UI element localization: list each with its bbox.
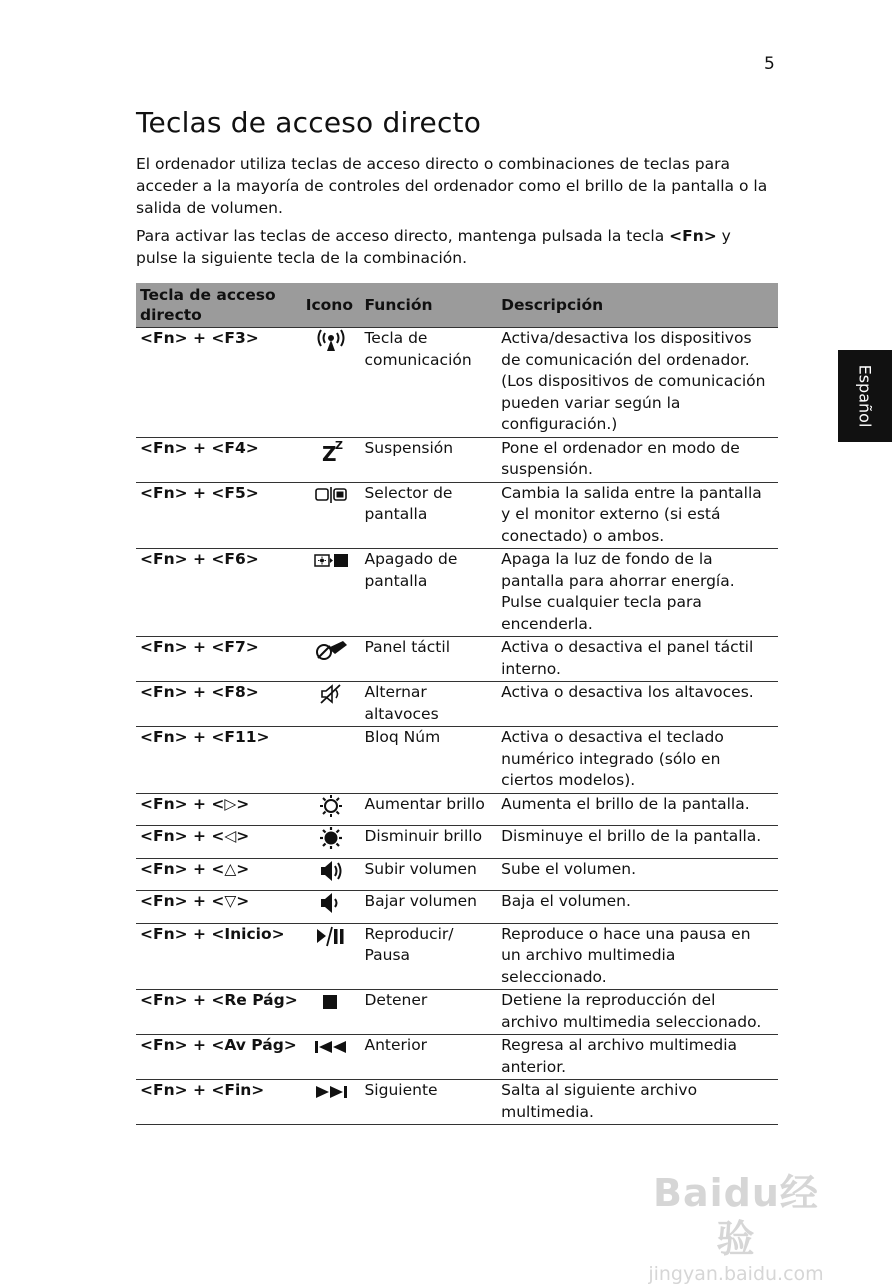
next-track-icon [313,1080,349,1104]
table-row [136,1035,778,1080]
function-cell: Apagado de pantalla [360,549,497,637]
header-function: Función [360,283,497,328]
hotkey-cell: <Fn> + <◁> [136,826,302,859]
icon-cell [302,1035,361,1080]
description-cell: Pone el ordenador en modo de suspensión. [497,437,778,482]
icon-cell [302,858,361,891]
display-switch-icon [313,483,349,507]
hotkey-cell: <Fn> + <F3> [136,328,302,438]
table-row [136,682,778,727]
description-cell: Reproduce o hace una pausa en un archivo multimedia seleccionado. [497,923,778,990]
hotkey-cell: <Fn> + <F5> [136,482,302,549]
wireless-icon [313,328,349,352]
hotkey-cell: <Fn> + <F6> [136,549,302,637]
hotkey-cell: <Fn> + <F8> [136,682,302,727]
hotkey-cell: <Fn> + <F7> [136,637,302,682]
hotkey-cell: <Fn> + <Fin> [136,1080,302,1125]
description-cell: Activa o desactiva el teclado numérico integrado (sólo en ciertos modelos). [497,727,778,794]
icon-cell [302,1080,361,1125]
watermark-url: jingyan.baidu.com [648,1263,824,1285]
icon-cell [302,727,361,794]
header-icon: Icono [302,283,361,328]
description-cell: Detiene la reproducción del archivo multimedia seleccionado. [497,990,778,1035]
intro-paragraph: El ordenador utiliza teclas de acceso directo o combinaciones de teclas para acceder a la mayoría de controles del ordenador como el brillo de la pantalla o la salida de volumen. [136,155,768,217]
description-cell: Activa/desactiva los dispositivos de comunicación del ordenador. (Los dispositivos de comunicación pueden variar según la configuración.) [497,328,778,438]
icon-cell [302,437,361,482]
brightness-up-icon [313,794,349,818]
watermark-brand: Baidu经验 [653,1171,819,1261]
hotkey-cell: <Fn> + <▷> [136,793,302,826]
previous-track-icon [313,1035,349,1059]
table-row [136,549,778,637]
table-row [136,793,778,826]
svg-text:Z: Z [322,441,337,462]
fn-key-label: <Fn> [669,227,717,245]
icon-cell [302,793,361,826]
icon-cell [302,923,361,990]
display-off-icon [313,549,349,573]
function-cell: Siguiente [360,1080,497,1125]
icon-cell [302,482,361,549]
table-row [136,1080,778,1125]
function-cell: Disminuir brillo [360,826,497,859]
table-header-row [136,283,778,328]
function-cell: Reproducir/ Pausa [360,923,497,990]
stop-icon [313,990,349,1014]
hotkey-cell: <Fn> + <▽> [136,891,302,924]
table-row [136,482,778,549]
touchpad-toggle-icon [313,637,349,661]
function-cell: Aumentar brillo [360,793,497,826]
baidu-watermark [636,1170,836,1285]
function-cell: Tecla de comunicación [360,328,497,438]
icon-cell [302,637,361,682]
instruction-paragraph [136,225,776,269]
description-cell: Activa o desactiva los altavoces. [497,682,778,727]
instruction-text-before: Para activar las teclas de acceso directo, mantenga pulsada la tecla [136,227,670,245]
page-title: Teclas de acceso directo [136,106,482,139]
sleep-icon [313,438,349,462]
description-cell: Apaga la luz de fondo de la pantalla para ahorrar energía. Pulse cualquier tecla para encenderla. [497,549,778,637]
function-cell: Bloq Núm [360,727,497,794]
hotkey-cell: <Fn> + <△> [136,858,302,891]
function-cell: Anterior [360,1035,497,1080]
hotkey-cell: <Fn> + <Re Pág> [136,990,302,1035]
function-cell: Panel táctil [360,637,497,682]
table-row [136,858,778,891]
function-cell: Detener [360,990,497,1035]
icon-cell [302,549,361,637]
language-tab-label: Español [855,364,875,428]
table-row [136,727,778,794]
description-cell: Disminuye el brillo de la pantalla. [497,826,778,859]
description-cell: Salta al siguiente archivo multimedia. [497,1080,778,1125]
function-cell: Alternar altavoces [360,682,497,727]
table-row [136,891,778,924]
brightness-down-icon [313,826,349,850]
table-row [136,328,778,438]
table-row [136,990,778,1035]
table-row [136,637,778,682]
description-cell: Regresa al archivo multimedia anterior. [497,1035,778,1080]
icon-cell [302,990,361,1035]
language-tab [838,350,892,442]
instruction-text-after: y pulse la siguiente tecla de la combinación. [136,227,731,267]
hotkey-cell: <Fn> + <Av Pág> [136,1035,302,1080]
header-description: Descripción [497,283,778,328]
table-row [136,437,778,482]
function-cell: Selector de pantalla [360,482,497,549]
icon-cell [302,826,361,859]
function-cell: Suspensión [360,437,497,482]
volume-down-icon [313,891,349,915]
description-cell: Cambia la salida entre la pantalla y el monitor externo (si está conectado) o ambos. [497,482,778,549]
icon-cell [302,328,361,438]
hotkey-cell: <Fn> + <F4> [136,437,302,482]
table-row [136,923,778,990]
header-key: Tecla de acceso directo [136,283,302,328]
hotkeys-table [136,283,778,1125]
function-cell: Bajar volumen [360,891,497,924]
page-number: 5 [764,54,775,74]
description-cell: Sube el volumen. [497,858,778,891]
icon-cell [302,682,361,727]
description-cell: Activa o desactiva el panel táctil interno. [497,637,778,682]
hotkey-cell: <Fn> + <F11> [136,727,302,794]
svg-text:Z: Z [335,438,344,452]
volume-up-icon [313,859,349,883]
play-pause-icon [313,924,349,948]
speaker-mute-icon [313,682,349,706]
description-cell: Baja el volumen. [497,891,778,924]
table-row [136,826,778,859]
function-cell: Subir volumen [360,858,497,891]
icon-cell [302,891,361,924]
description-cell: Aumenta el brillo de la pantalla. [497,793,778,826]
hotkey-cell: <Fn> + <Inicio> [136,923,302,990]
